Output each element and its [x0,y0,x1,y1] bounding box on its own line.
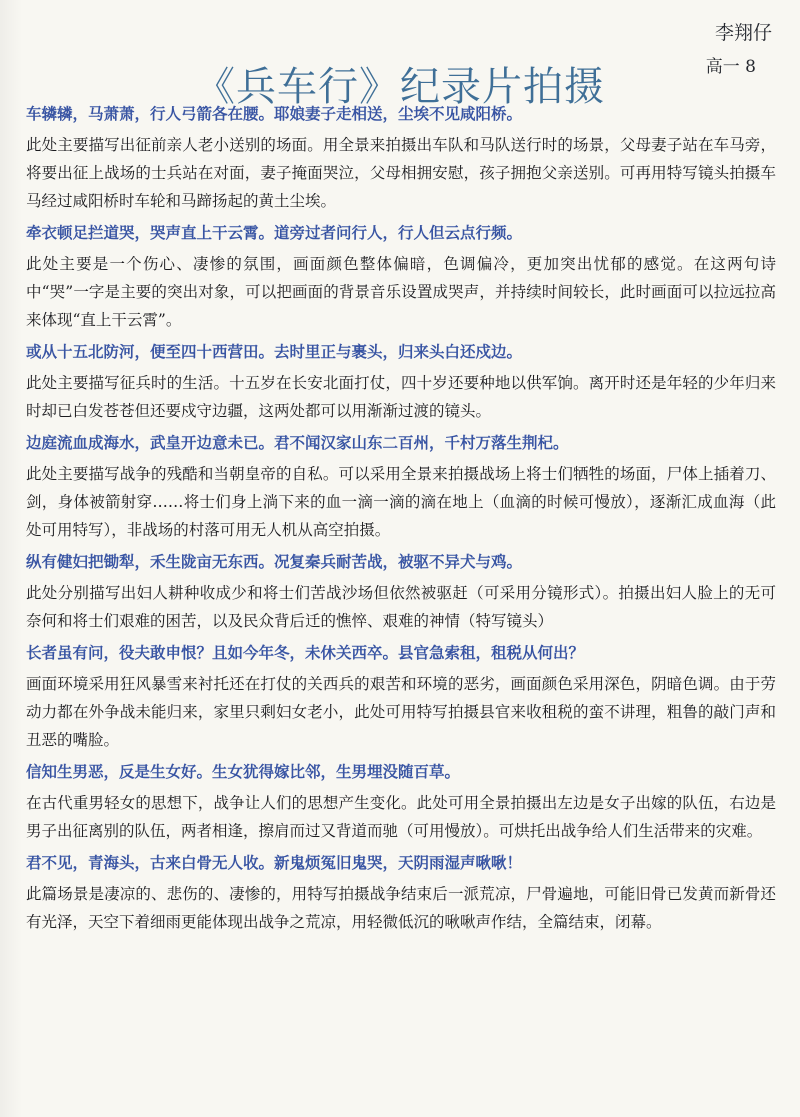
commentary-paragraph: 画面环境采用狂风暴雪来衬托还在打仗的关西兵的艰苦和环境的恶劣，画面颜色采用深色，阴暗色调。由于劳动力都在外争战未能归来，家里只剩妇女老小，此处可用特写拍摄县官来收租税的蛮不讲理，粗鲁的敲门声和丑恶的嘴脸。 [26,675,776,749]
commentary-paragraph: 在古代重男轻女的思想下，战争让人们的思想产生变化。此处可用全景拍摄出左边是女子出嫁的队伍，右边是男子出征离别的队伍，两者相逢，擦肩而过又背道而驰（可用慢放）。可烘托出战争给人们生活带来的灾难。 [26,794,776,840]
section-8 [26,849,776,936]
section-6 [26,639,776,754]
author-name: 李翔仔 [714,22,772,44]
section-4 [26,429,776,544]
poem-quote: 边庭流血成海水，武皇开边意未已。君不闻汉家山东二百州，千村万落生荆杞。 [26,433,569,452]
poem-quote: 纵有健妇把锄犁，禾生陇亩无东西。况复秦兵耐苦战，被驱不异犬与鸡。 [26,552,523,571]
poem-quote: 或从十五北防河，便至四十西营田。去时里正与裹头，归来头白还戍边。 [26,342,523,361]
commentary-paragraph: 此处主要描写出征前亲人老小送别的场面。用全景来拍摄出车队和马队送行时的场景，父母妻子站在车马旁，将要出征上战场的士兵站在对面，妻子掩面哭泣，父母相拥安慰，孩子拥抱父亲送别。可再用特写镜头拍摄车马经过咸阳桥时车轮和马蹄扬起的黄土尘埃。 [26,136,776,210]
poem-quote: 信知生男恶，反是生女好。生女犹得嫁比邻，生男埋没随百草。 [26,762,461,781]
poem-quote: 牵衣顿足拦道哭，哭声直上干云霄。道旁过者问行人，行人但云点行频。 [26,223,523,242]
commentary-paragraph: 此处分别描写出妇人耕种收成少和将士们苦战沙场但依然被驱赶（可采用分镜形式）。拍摄出妇人脸上的无可奈何和将士们艰难的困苦，以及民众背后迁的憔悴、艰难的神情（特写镜头） [26,584,776,630]
section-1 [26,100,776,215]
commentary-paragraph: 此处主要描写战争的残酷和当朝皇帝的自私。可以采用全景来拍摄战场上将士们牺牲的场面，尸体上插着刀、剑，身体被箭射穿……将士们身上淌下来的血一滴一滴的滴在地上（血滴的时候可慢放），逐渐汇成血海（此处可用特写），非战场的村落可用无人机从高空拍摄。 [26,465,776,539]
section-2 [26,219,776,334]
section-5 [26,548,776,635]
essay-body [26,100,776,940]
commentary-paragraph: 此处主要描写征兵时的生活。十五岁在长安北面打仗，四十岁还要种地以供军饷。离开时还是年轻的少年归来时却已白发苍苍但还要戍守边疆，这两处都可以用渐渐过渡的镜头。 [26,374,776,420]
poem-quote: 车辚辚，马萧萧，行人弓箭各在腰。耶娘妻子走相送，尘埃不见咸阳桥。 [26,104,523,123]
section-7 [26,758,776,845]
commentary-paragraph: 此篇场景是凄凉的、悲伤的、凄惨的，用特写拍摄战争结束后一派荒凉，尸骨遍地，可能旧骨已发黄而新骨还有光泽，天空下着细雨更能体现出战争之荒凉，用轻微低沉的啾啾声作结，全篇结束，闭幕。 [26,885,776,931]
author-class: 高一 8 [705,57,756,77]
section-3 [26,338,776,425]
poem-quote: 君不见，青海头，古来白骨无人收。新鬼烦冤旧鬼哭，天阴雨湿声啾啾！ [26,853,523,872]
commentary-paragraph: 此处主要是一个伤心、凄惨的氛围，画面颜色整体偏暗，色调偏冷，更加突出忧郁的感觉。在这两句诗中“哭”一字是主要的突出对象，可以把画面的背景音乐设置成哭声，并持续时间较长，此时画面可以拉远拉高来体现“直上干云霄”。 [26,255,776,329]
poem-quote: 长者虽有问，役夫敢申恨？且如今年冬，未休关西卒。县官急索租，租税从何出？ [26,643,585,662]
page-title: 《兵车行》纪录片拍摄 [195,63,605,110]
